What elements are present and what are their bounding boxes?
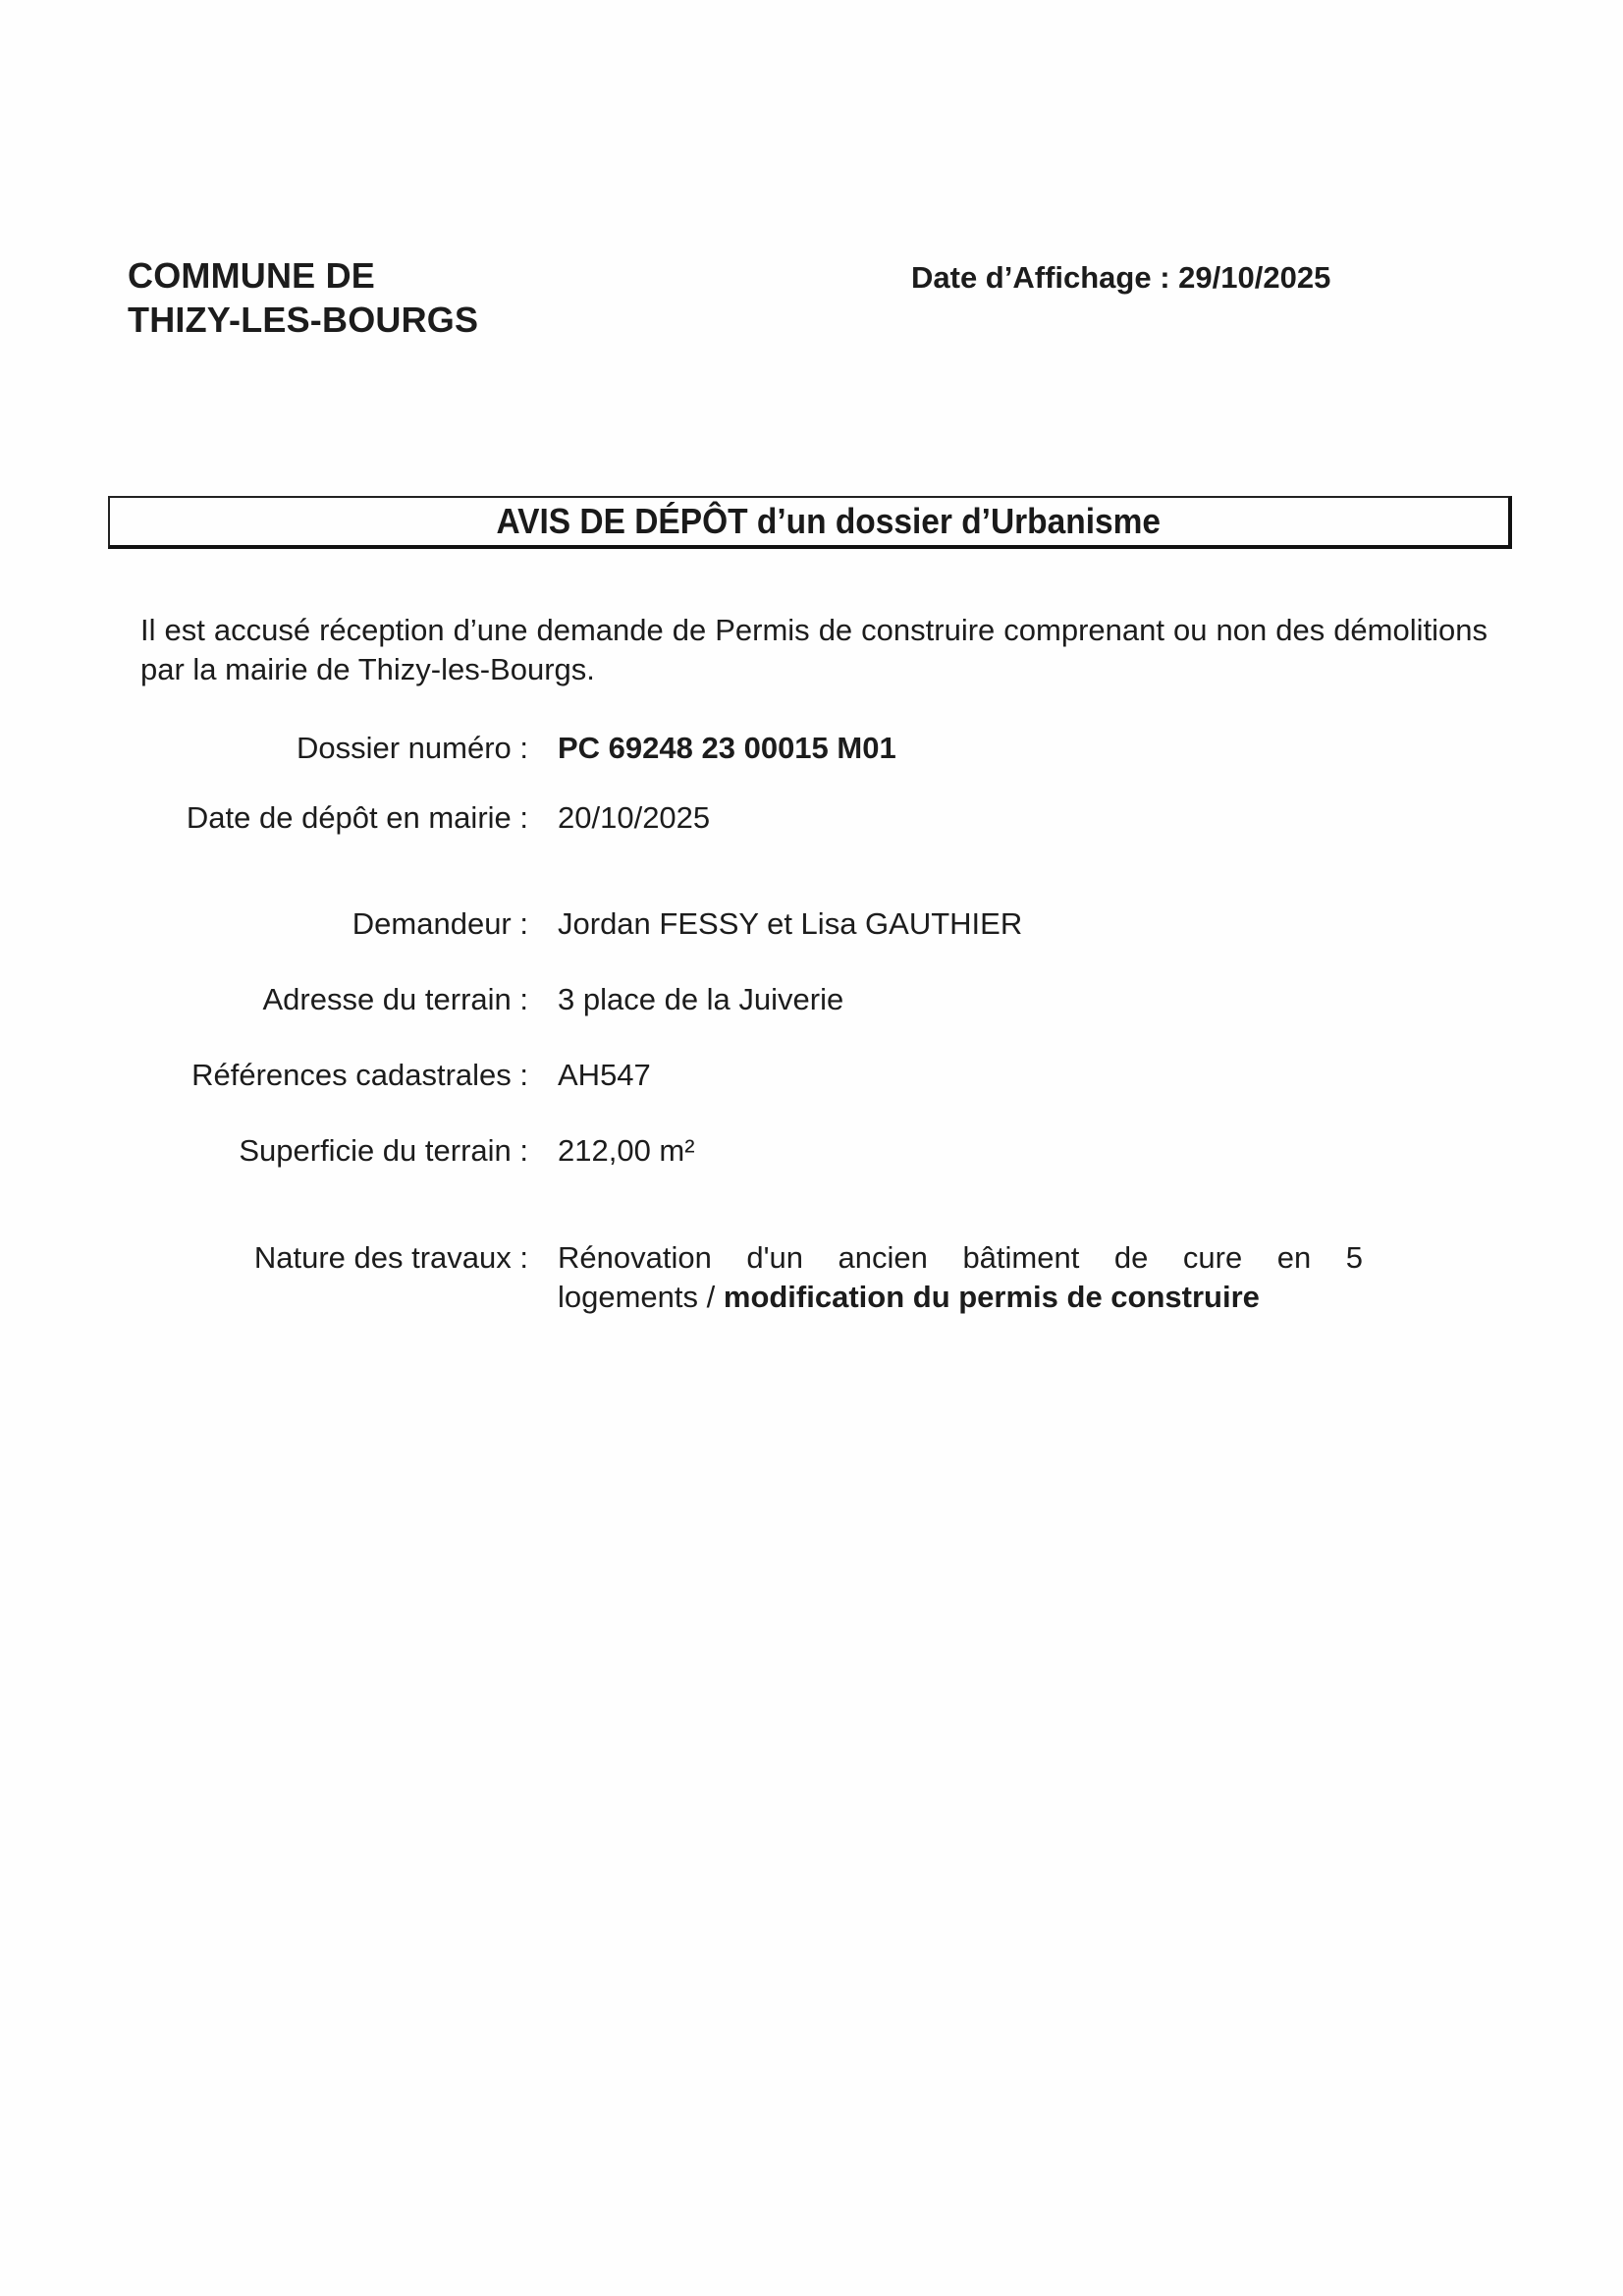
word: d'un	[746, 1240, 804, 1275]
nature-line-2	[558, 1278, 1363, 1317]
field-label: Superficie du terrain :	[239, 1133, 528, 1168]
date-affichage	[911, 258, 1330, 298]
nature-travaux-value	[558, 1238, 1363, 1317]
word: 5	[1345, 1240, 1363, 1275]
field-label: Demandeur :	[352, 906, 528, 941]
commune-name	[128, 253, 478, 342]
title-box	[108, 496, 1512, 549]
word: cure	[1182, 1240, 1243, 1275]
commune-line-2: THIZY-LES-BOURGS	[128, 300, 479, 340]
field-label: Adresse du terrain :	[262, 982, 528, 1016]
field-label: Nature des travaux :	[253, 1240, 528, 1275]
references-value: AH547	[558, 1058, 651, 1092]
word: de	[1113, 1240, 1149, 1275]
date-affichage-value: 29/10/2025	[1178, 260, 1331, 295]
word: bâtiment	[962, 1240, 1080, 1275]
intro-paragraph: Il est accusé réception d’une demande de Permis de construire comprenant ou non des démolitions par la mairie de Thizy-les-Bourgs.	[140, 613, 1488, 686]
word: Rénovation	[558, 1240, 712, 1275]
field-label: Références cadastrales :	[191, 1058, 528, 1092]
dossier-number: PC 69248 23 00015 M01	[558, 731, 896, 765]
document-title: AVIS DE DÉPÔT d’un dossier d’Urbanisme	[496, 501, 1162, 541]
commune-line-1: COMMUNE DE	[128, 255, 375, 296]
demandeur-value: Jordan FESSY et Lisa GAUTHIER	[558, 906, 1023, 941]
field-label: Date de dépôt en mairie :	[186, 800, 528, 835]
adresse-value: 3 place de la Juiverie	[558, 982, 844, 1016]
date-affichage-label: Date d’Affichage :	[911, 260, 1170, 295]
nature-line-1	[558, 1238, 1363, 1278]
superficie-value: 212,00 m²	[558, 1133, 695, 1168]
word: en	[1276, 1240, 1312, 1275]
field-label: Dossier numéro :	[296, 731, 528, 765]
nature-regular-text: logements /	[558, 1280, 724, 1314]
date-depot-value: 20/10/2025	[558, 800, 711, 835]
word: ancien	[838, 1240, 928, 1275]
nature-bold-text: modification du permis de construire	[723, 1280, 1260, 1314]
